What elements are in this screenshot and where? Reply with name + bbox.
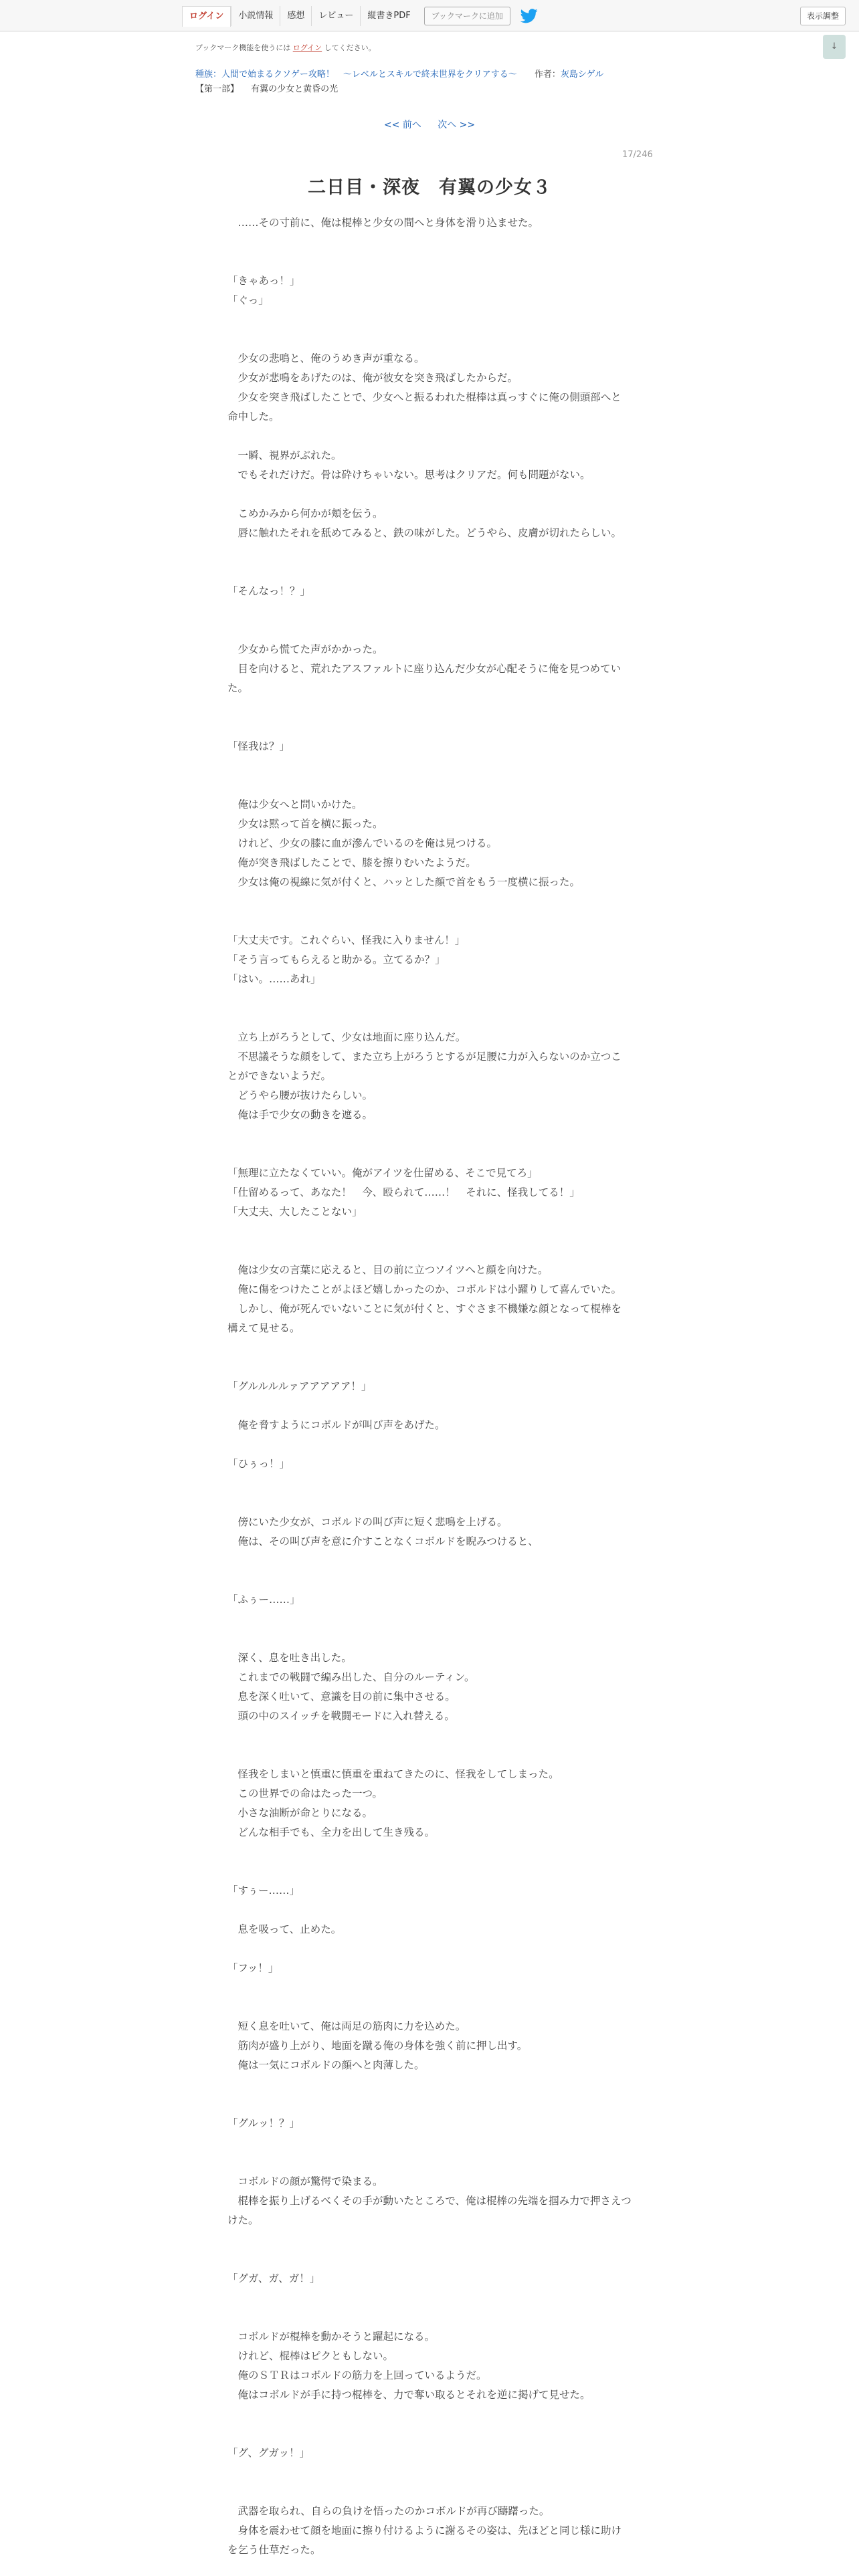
body-line: 深く、息を吐き出した。 <box>227 1652 352 1664</box>
body-line: 俺に傷をつけたことがよほど嬉しかったのか、コボルドは小躍りして喜んでいた。 <box>227 1283 622 1295</box>
body-line: 「グルルルルァアアアアア！」 <box>227 1380 372 1392</box>
impressions-tab[interactable]: 感想 <box>280 6 311 26</box>
body-line: 立ち上がろうとして、少女は地面に座り込んだ。 <box>227 1031 466 1043</box>
episode-counter: 17/246 <box>622 150 653 160</box>
body-line: けれど、少女の膝に血が滲んでいるのを俺は見つける。 <box>227 837 498 849</box>
login-tab[interactable]: ログイン <box>182 6 231 27</box>
body-line: 「大丈夫です。これぐらい、怪我に入りません！」 <box>227 934 466 946</box>
body-line <box>227 1842 632 1862</box>
body-line <box>227 2424 632 2444</box>
body-line: 「ふぅー……」 <box>227 1594 300 1606</box>
body-line: 「グガ、ガ、ガ！」 <box>227 2272 320 2284</box>
next-episode-link[interactable]: 次へ >> <box>438 120 476 130</box>
scroll-down-button[interactable]: ↓ <box>823 35 846 59</box>
body-line: 俺は手で少女の動きを遮る。 <box>227 1109 373 1121</box>
body-line <box>227 1396 632 1416</box>
body-line <box>227 427 632 446</box>
body-line: 唇に触れたそれを舐めてみると、鉄の味がした。どうやら、皮膚が切れたらしい。 <box>227 527 622 539</box>
body-line: 傍にいた少女が、コボルドの叫び声に短く悲鳴を上げる。 <box>227 1516 508 1528</box>
add-bookmark-button[interactable]: ブックマークに追加 <box>424 7 510 25</box>
body-line: 俺を脅すようにコボルドが叫び声をあげた。 <box>227 1419 446 1431</box>
body-line: コボルドの顔が驚愕で染まる。 <box>227 2175 383 2187</box>
body-line <box>227 1939 632 1959</box>
body-line: 「グルッ！？」 <box>227 2117 300 2129</box>
body-line: どうやら腰が抜けたらしい。 <box>227 1089 373 1101</box>
bookmark-login-notice <box>195 42 376 53</box>
body-line: 頭の中のスイッチを戦闘モードに入れ替える。 <box>227 1710 455 1722</box>
chapter-heading <box>195 82 338 94</box>
body-line <box>227 1493 632 1513</box>
body-line <box>227 543 632 562</box>
episode-pager <box>0 118 859 131</box>
body-line: 少女を突き飛ばしたことで、少女へと振るわれた棍棒は真っすぐに俺の側頭部へと命中した。 <box>227 391 622 423</box>
body-line <box>227 698 632 718</box>
body-line: ……その寸前に、俺は棍棒と少女の間へと身体を滑り込ませた。 <box>227 217 539 229</box>
chapter-name: 有翼の少女と黄昏の光 <box>251 84 339 94</box>
body-line: 目を向けると、荒れたアスファルトに座り込んだ少女が心配そうに俺を見つめていた。 <box>227 663 622 694</box>
body-line: 俺は少女の言葉に応えると、目の前に立つソイツへと顔を向けた。 <box>227 1264 549 1276</box>
body-line <box>227 2250 632 2269</box>
novel-info-tab[interactable]: 小説情報 <box>231 6 280 26</box>
body-line <box>227 562 632 582</box>
body-line <box>227 2405 632 2424</box>
body-line: 「無理に立たなくていい。俺がアイツを仕留める、そこで見てろ」 <box>227 1167 538 1179</box>
body-line: 「はい。……あれ」 <box>227 973 321 985</box>
body-line: 少女は俺の視線に気が付くと、ハッとした顔で首をもう一度横に振った。 <box>227 876 581 888</box>
body-line: 俺は少女へと問いかけた。 <box>227 798 363 811</box>
vertical-pdf-tab[interactable]: 縦書きPDF <box>360 6 417 26</box>
body-line <box>227 601 632 621</box>
body-line: 「仕留めるって、あなた！ 今、殴られて……！ それに、怪我してる！」 <box>227 1186 580 1198</box>
body-line: 身体を震わせて顔を地面に擦り付けるように謝るその姿は、先ほどと同じ様に助けを乞う仕草だった。 <box>227 2525 622 2556</box>
body-line: 「怪我は？」 <box>227 740 290 752</box>
body-line: 息を深く吐いて、意識を目の前に集中させる。 <box>227 1691 456 1703</box>
body-line <box>227 2463 632 2482</box>
body-line <box>227 1862 632 1881</box>
body-line: 少女の悲鳴と、俺のうめき声が重なる。 <box>227 352 425 364</box>
author-link[interactable]: 灰島シゲル <box>560 70 604 80</box>
notice-prefix: ブックマーク機能を使うには <box>195 43 291 52</box>
body-line: これまでの戦闘で編み出した、自分のルーティン。 <box>227 1671 475 1683</box>
body-line: 「大丈夫、大したことない」 <box>227 1206 363 1218</box>
body-line: 俺が突き飛ばしたことで、膝を擦りむいたようだ。 <box>227 857 476 869</box>
body-line: 「フッ！」 <box>227 1962 279 1974</box>
body-line <box>227 2482 632 2502</box>
top-navigation-bar <box>0 0 859 31</box>
body-line: この世界での命はたった一つ。 <box>227 1788 383 1800</box>
body-line: コボルドが棍棒を動かそうと躍起になる。 <box>227 2331 436 2343</box>
body-line: 短く息を吐いて、俺は両足の筋肉に力を込めた。 <box>227 2020 466 2032</box>
twitter-icon[interactable] <box>520 9 539 23</box>
body-line <box>227 1125 632 1144</box>
body-line <box>227 2095 632 2114</box>
body-line: 「そう言ってもらえると助かる。立てるか？」 <box>227 954 446 966</box>
body-line: 筋肉が盛り上がり、地面を蹴る俺の身体を強く前に押し出す。 <box>227 2040 528 2052</box>
prev-episode-link[interactable]: << 前へ <box>383 120 421 130</box>
main-nav <box>182 5 539 27</box>
body-line: 「すぅー……」 <box>227 1885 300 1897</box>
body-line: どんな相手でも、全力を出して生き残る。 <box>227 1826 436 1838</box>
body-line: 少女から慌てた声がかかった。 <box>227 643 383 655</box>
body-line: 俺はコボルドが手に持つ棍棒を、力で奪い取るとそれを逆に掲げて見せた。 <box>227 2389 591 2401</box>
body-line <box>227 2153 632 2172</box>
body-line: 「きゃあっ！」 <box>227 275 300 287</box>
body-line <box>227 989 632 1008</box>
notice-login-link[interactable]: ログイン <box>292 43 322 52</box>
body-line: しかし、俺が死んでいないことに気が付くと、すぐさま不機嫌な顔となって棍棒を構えて見せる。 <box>227 1303 622 1334</box>
body-line <box>227 1745 632 1765</box>
body-line <box>227 1144 632 1164</box>
body-line: 息を吸って、止めた。 <box>227 1923 342 1935</box>
body-line <box>227 1726 632 1745</box>
body-line <box>227 1978 632 1998</box>
body-line <box>227 1571 632 1590</box>
review-tab[interactable]: レビュー <box>311 6 360 26</box>
body-line <box>227 911 632 931</box>
body-line <box>227 310 632 330</box>
body-line <box>227 485 632 504</box>
body-line: 少女は黙って首を横に振った。 <box>227 818 383 830</box>
body-line: 「グ、グガッ！」 <box>227 2447 310 2459</box>
body-line <box>227 1629 632 1648</box>
body-line <box>227 1474 632 1493</box>
body-line <box>227 1901 632 1920</box>
body-line: 不思議そうな顔をして、また立ち上がろうとするが足腰に力が入らないのか立つことができないようだ。 <box>227 1051 622 1082</box>
body-line <box>227 1551 632 1571</box>
series-title-link[interactable]: 種族：人間で始まるクソゲー攻略！ 〜レベルとスキルで終末世界をクリアする〜 <box>195 70 517 80</box>
body-line: 一瞬、視界がぶれた。 <box>227 449 342 461</box>
body-line: 俺は、その叫び声を意に介すことなくコボルドを睨みつけると、 <box>227 1535 539 1547</box>
body-line <box>227 1008 632 1028</box>
body-line <box>227 1610 632 1629</box>
episode-body <box>227 213 632 2560</box>
body-line <box>227 2308 632 2327</box>
body-line: 棍棒を振り上げるべくその手が動いたところで、俺は棍棒の先端を掴み力で押さえつけた。 <box>227 2195 632 2226</box>
body-line <box>227 756 632 776</box>
notice-suffix: してください。 <box>324 43 376 52</box>
body-line: 「ひぅっ！」 <box>227 1458 290 1470</box>
author-label: 作者： <box>534 70 561 80</box>
body-line: 俺は一気にコボルドの顔へと肉薄した。 <box>227 2059 425 2071</box>
body-line <box>227 1998 632 2017</box>
body-line <box>227 2075 632 2095</box>
body-line <box>227 252 632 272</box>
body-line <box>227 718 632 737</box>
body-line: 「ぐっ」 <box>227 294 269 306</box>
body-line: こめかみから何かが頬を伝う。 <box>227 508 383 520</box>
body-line <box>227 233 632 252</box>
body-line: 「そんなっ！？」 <box>227 585 311 597</box>
body-line <box>227 2230 632 2250</box>
episode-title: 二日目・深夜 有翼の少女３ <box>308 177 551 198</box>
body-line: 小さな油断が命とりになる。 <box>227 1807 373 1819</box>
chapter-part: 【第一部】 <box>195 84 240 94</box>
body-line: 少女が悲鳴をあげたのは、俺が彼女を突き飛ばしたからだ。 <box>227 372 518 384</box>
body-line: 怪我をしまいと慎重に慎重を重ねてきたのに、怪我をしてしまった。 <box>227 1768 559 1780</box>
body-line <box>227 621 632 640</box>
body-line <box>227 1435 632 1455</box>
body-line <box>227 1241 632 1261</box>
body-line: 武器を取られ、自らの負けを悟ったのかコボルドが再び躊躇った。 <box>227 2505 550 2517</box>
body-line <box>227 1338 632 1358</box>
display-settings-button[interactable]: 表示調整 <box>800 7 846 25</box>
body-line <box>227 2288 632 2308</box>
body-line <box>227 776 632 795</box>
body-line <box>227 892 632 911</box>
body-line <box>227 2133 632 2153</box>
body-line: 俺のＳＴＲはコボルドの筋力を上回っているようだ。 <box>227 2369 487 2381</box>
body-line <box>227 1222 632 1241</box>
body-line: けれど、棍棒はピクともしない。 <box>227 2350 394 2362</box>
body-line <box>227 1358 632 1377</box>
body-line: でもそれだけだ。骨は砕けちゃいない。思考はクリアだ。何も問題がない。 <box>227 469 591 481</box>
body-line <box>227 330 632 349</box>
series-header <box>195 67 603 80</box>
